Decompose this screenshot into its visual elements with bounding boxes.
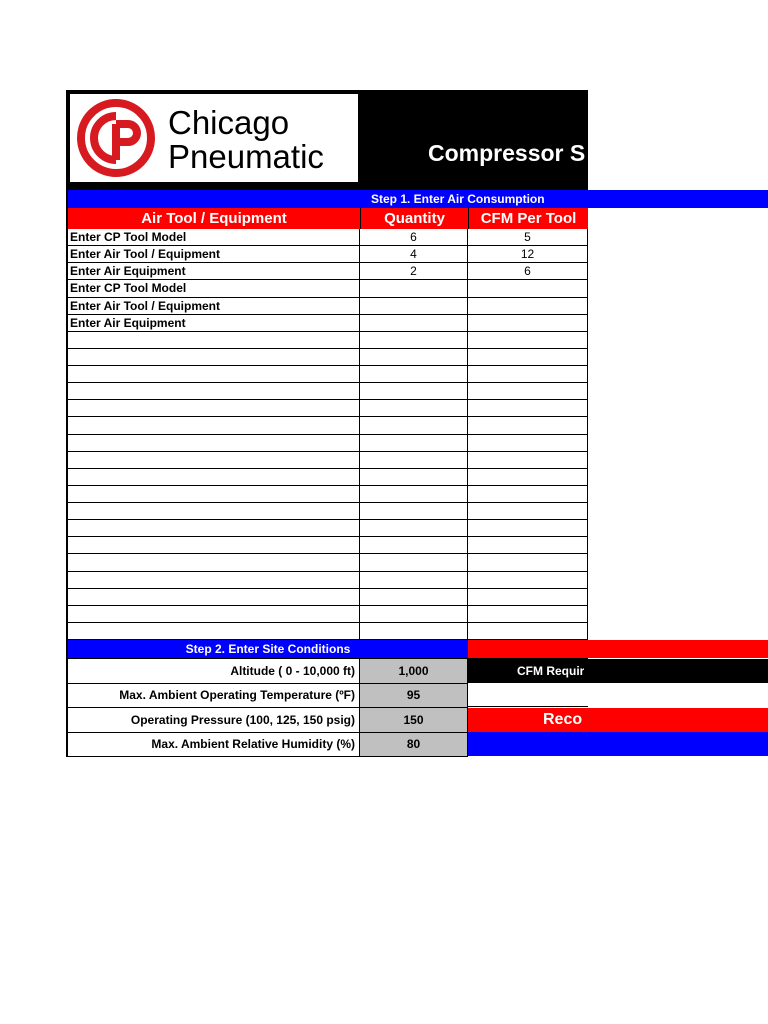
cfm-cell[interactable]: [468, 554, 588, 571]
tool-cell[interactable]: [68, 486, 360, 503]
tool-cell[interactable]: [68, 589, 360, 606]
quantity-cell[interactable]: [360, 589, 468, 606]
site-condition-input[interactable]: 95: [360, 684, 468, 709]
quantity-cell[interactable]: [360, 315, 468, 332]
step2-banner: Step 2. Enter Site Conditions: [68, 640, 468, 658]
cp-logo-icon: [76, 98, 156, 178]
cfm-cell[interactable]: [468, 280, 588, 297]
quantity-cell[interactable]: 4: [360, 246, 468, 263]
quantity-cell[interactable]: [360, 417, 468, 434]
cfm-cell[interactable]: [468, 520, 588, 537]
tool-cell[interactable]: [68, 452, 360, 469]
cfm-cell[interactable]: [468, 435, 588, 452]
site-condition-label: Max. Ambient Relative Humidity (%): [68, 733, 360, 758]
cfm-required-label: [468, 659, 768, 683]
quantity-cell[interactable]: [360, 520, 468, 537]
site-condition-label: Altitude ( 0 - 10,000 ft): [68, 659, 360, 684]
site-condition-input[interactable]: 80: [360, 733, 468, 758]
quantity-cell[interactable]: [360, 366, 468, 383]
tool-cell[interactable]: Enter CP Tool Model: [68, 229, 360, 246]
quantity-cell[interactable]: [360, 452, 468, 469]
quantity-cell[interactable]: [360, 469, 468, 486]
quantity-cell[interactable]: 6: [360, 229, 468, 246]
page-title: Compressor S: [428, 140, 586, 166]
cfm-cell[interactable]: [468, 400, 588, 417]
cfm-cell[interactable]: [468, 417, 588, 434]
quantity-cell[interactable]: [360, 280, 468, 297]
cfm-cell[interactable]: [468, 332, 588, 349]
recommend-text: Reco: [543, 711, 583, 728]
quantity-cell[interactable]: [360, 554, 468, 571]
quantity-cell[interactable]: [360, 572, 468, 589]
tool-cell[interactable]: Enter CP Tool Model: [68, 280, 360, 297]
tool-cell[interactable]: Enter Air Tool / Equipment: [68, 298, 360, 315]
quantity-cell[interactable]: [360, 503, 468, 520]
cfm-required-text: CFM Requir: [517, 664, 585, 678]
site-condition-label: Operating Pressure (100, 125, 150 psig): [68, 708, 360, 733]
tool-cell[interactable]: [68, 366, 360, 383]
tool-cell[interactable]: [68, 417, 360, 434]
cfm-cell[interactable]: 5: [468, 229, 588, 246]
quantity-cell[interactable]: [360, 383, 468, 400]
tool-cell[interactable]: [68, 623, 360, 640]
brand-line1: Chicago: [168, 104, 290, 141]
cfm-cell[interactable]: [468, 452, 588, 469]
site-conditions-table: [68, 659, 468, 757]
quantity-cell[interactable]: [360, 623, 468, 640]
recommend-bar: [468, 708, 768, 732]
quantity-cell[interactable]: [360, 435, 468, 452]
cfm-cell[interactable]: [468, 589, 588, 606]
cfm-cell[interactable]: [468, 623, 588, 640]
tool-cell[interactable]: [68, 606, 360, 623]
recommend-blue-bar: [468, 732, 768, 756]
brand-line2: Pneumatic: [168, 138, 324, 175]
quantity-cell[interactable]: [360, 486, 468, 503]
results-red-bar: [468, 640, 768, 658]
tool-cell[interactable]: [68, 469, 360, 486]
step1-banner: Step 1. Enter Air Consumption: [68, 190, 768, 208]
tool-cell[interactable]: Enter Air Equipment: [68, 315, 360, 332]
logo-box: [70, 94, 358, 182]
cfm-cell[interactable]: [468, 503, 588, 520]
tool-cell[interactable]: [68, 332, 360, 349]
tool-cell[interactable]: [68, 383, 360, 400]
tool-cell[interactable]: [68, 554, 360, 571]
quantity-cell[interactable]: [360, 349, 468, 366]
quantity-cell[interactable]: [360, 606, 468, 623]
tool-cell[interactable]: [68, 349, 360, 366]
site-condition-label: Max. Ambient Operating Temperature (ºF): [68, 684, 360, 709]
air-consumption-table: [68, 229, 588, 640]
col-header-quantity: Quantity: [360, 208, 468, 229]
cfm-cell[interactable]: 6: [468, 263, 588, 280]
tool-cell[interactable]: Enter Air Equipment: [68, 263, 360, 280]
tool-cell[interactable]: [68, 572, 360, 589]
tool-cell[interactable]: [68, 435, 360, 452]
cfm-cell[interactable]: [468, 537, 588, 554]
cfm-cell[interactable]: [468, 572, 588, 589]
quantity-cell[interactable]: 2: [360, 263, 468, 280]
tool-cell[interactable]: [68, 400, 360, 417]
cfm-cell[interactable]: [468, 606, 588, 623]
quantity-cell[interactable]: [360, 537, 468, 554]
quantity-cell[interactable]: [360, 298, 468, 315]
cfm-cell[interactable]: [468, 383, 588, 400]
quantity-cell[interactable]: [360, 332, 468, 349]
col-header-tool: Air Tool / Equipment: [68, 208, 360, 229]
site-condition-input[interactable]: 1,000: [360, 659, 468, 684]
cfm-cell[interactable]: [468, 366, 588, 383]
tool-cell[interactable]: Enter Air Tool / Equipment: [68, 246, 360, 263]
cfm-cell[interactable]: [468, 486, 588, 503]
tool-cell[interactable]: [68, 503, 360, 520]
quantity-cell[interactable]: [360, 400, 468, 417]
tool-cell[interactable]: [68, 520, 360, 537]
col-header-cfm: CFM Per Tool: [468, 208, 588, 229]
cfm-cell[interactable]: [468, 349, 588, 366]
cfm-cell[interactable]: [468, 469, 588, 486]
site-condition-input[interactable]: 150: [360, 708, 468, 733]
cfm-cell[interactable]: [468, 315, 588, 332]
tool-cell[interactable]: [68, 537, 360, 554]
cfm-required-value: [468, 683, 588, 707]
cfm-cell[interactable]: 12: [468, 246, 588, 263]
cfm-cell[interactable]: [468, 298, 588, 315]
